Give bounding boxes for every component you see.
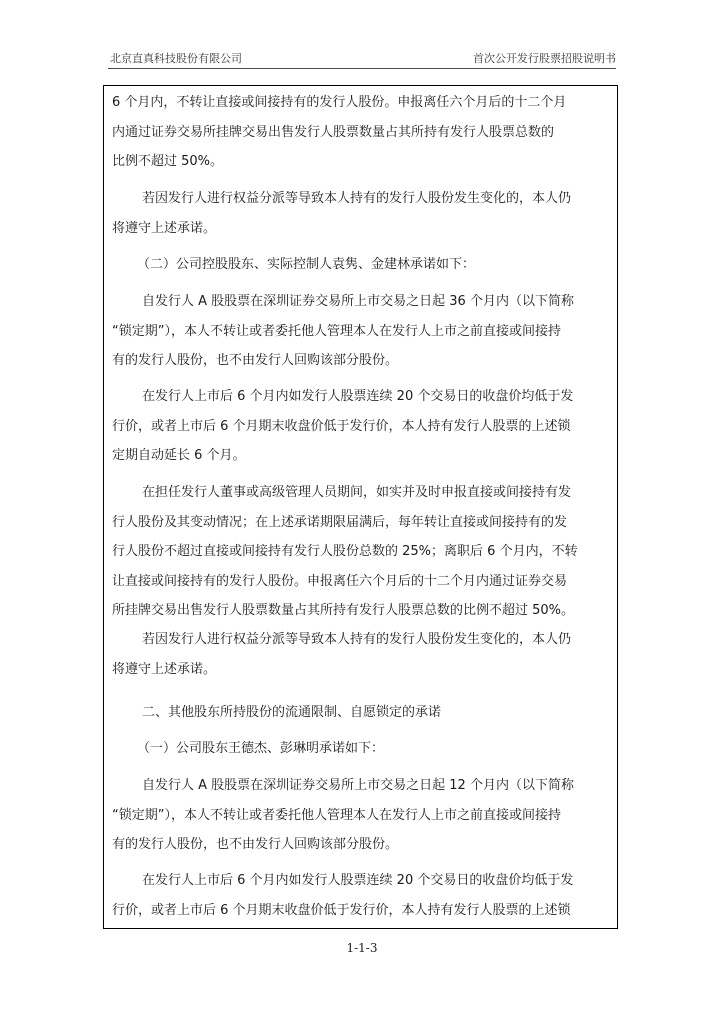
paragraph — [104, 625, 619, 684]
paragraph — [104, 382, 619, 471]
content-frame — [103, 85, 618, 929]
text-line: （二）公司控股股东、实际控制人袁隽、金建林承诺如下： — [137, 257, 476, 272]
text-line: 让直接或间接持有的发行人股份。申报离任六个月后的十二个月内通过证券交易 — [112, 573, 568, 589]
text-line: 6 个月内，不转让直接或间接持有的发行人股份。申报离任六个月后的十二个月 — [112, 95, 567, 110]
text-line: 在发行人上市后 6 个月内如发行人股票连续 20 个交易日的收盘价均低于发 — [142, 873, 574, 888]
text-line: 行价，或者上市后 6 个月期末收盘价低于发行价，本人持有发行人股票的上述锁 — [112, 902, 571, 918]
text-line: 行价，或者上市后 6 个月期末收盘价低于发行价，本人持有发行人股票的上述锁 — [112, 418, 571, 434]
text-line: 行人股份不超过直接或间接持有发行人股份总数的 25%；离职后 6 个月内，不转 — [112, 544, 578, 559]
text-line: “锁定期”），本人不转让或者委托他人管理本人在发行人上市之前直接或间接持 — [112, 807, 561, 823]
paragraph — [104, 88, 627, 177]
section-heading — [104, 698, 619, 728]
text-line: 二、其他股东所持股份的流通限制、自愿锁定的承诺 — [142, 705, 442, 720]
paragraph — [104, 287, 619, 376]
text-line: 将遵守上述承诺。 — [112, 661, 217, 677]
paragraph — [104, 771, 619, 860]
text-line: 若因发行人进行权益分派等导致本人持有的发行人股份发生变化的，本人仍 — [142, 632, 572, 647]
paragraph — [104, 184, 619, 243]
text-line: 比例不超过 50%。 — [112, 154, 224, 169]
text-line: 在担任发行人董事或高级管理人员期间，如实并及时申报直接或间接持有发 — [142, 485, 572, 500]
page-number: 1-1-3 — [346, 941, 378, 955]
text-line: 自发行人 A 股股票在深圳证券交易所上市交易之日起 36 个月内（以下简称 — [142, 294, 574, 309]
text-line: 有的发行人股份，也不由发行人回购该部分股份。 — [112, 353, 399, 368]
text-line: “锁定期”），本人不转让或者委托他人管理本人在发行人上市之前直接或间接持 — [112, 323, 561, 339]
text-line: 将遵守上述承诺。 — [112, 220, 217, 236]
text-line: 行人股份及其变动情况；在上述承诺期限届满后，每年转让直接或间接持有的发 — [112, 514, 568, 530]
text-line: 有的发行人股份，也不由发行人回购该部分股份。 — [112, 837, 399, 852]
text-line: 所挂牌交易出售发行人股票数量占其所持有发行人股票总数的比例不超过 50%。 — [112, 603, 575, 618]
text-line: 内通过证券交易所挂牌交易出售发行人股票数量占其所持有发行人股票总数的 — [112, 124, 555, 140]
header-divider — [108, 68, 616, 69]
paragraph — [104, 478, 619, 626]
subsection-heading — [104, 734, 619, 764]
subsection-heading — [104, 250, 619, 280]
header-document-title: 首次公开发行股票招股说明书 — [473, 52, 616, 65]
text-line: （一）公司股东王德杰、彭琳明承诺如下： — [137, 741, 385, 756]
paragraph — [104, 866, 619, 925]
text-line: 若因发行人进行权益分派等导致本人持有的发行人股份发生变化的，本人仍 — [142, 191, 572, 206]
text-line: 在发行人上市后 6 个月内如发行人股票连续 20 个交易日的收盘价均低于发 — [142, 389, 574, 404]
header-company-name: 北京直真科技股份有限公司 — [110, 52, 242, 65]
text-line: 自发行人 A 股股票在深圳证券交易所上市交易之日起 12 个月内（以下简称 — [142, 778, 574, 793]
page-header — [108, 52, 616, 70]
text-line: 定期自动延长 6 个月。 — [112, 448, 246, 463]
